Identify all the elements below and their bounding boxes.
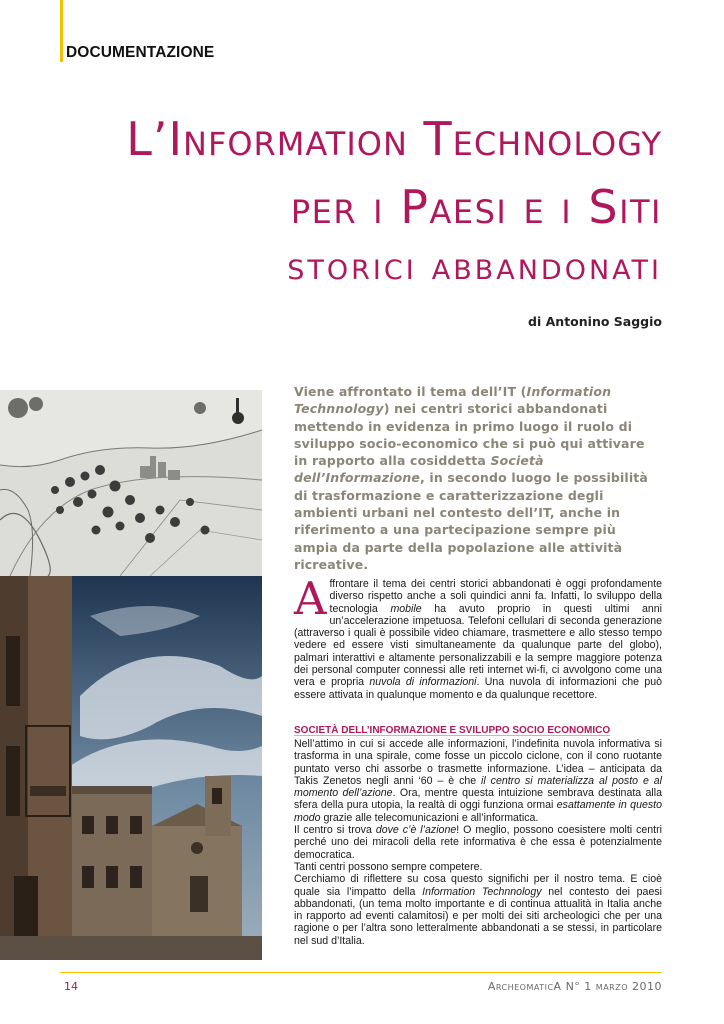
title-line-1: L’Information Technology — [126, 112, 662, 166]
body-paragraph-3: Il centro si trova dove c’è l’azione! O meglio, possono coesistere molti centri perché uno dei miracoli della rete informativa è che essa è potenzialmente democratica. — [294, 824, 663, 861]
footer-rule — [60, 972, 662, 973]
section-subheading: SOCIETÀ DELL’INFORMAZIONE E SVILUPPO SOCIO ECONOMICO — [294, 725, 611, 736]
body-paragraphs-2 — [294, 738, 662, 947]
body-paragraph-5: Cerchiamo di riflettere su cosa questo significhi per il nostro tema. E cioè quale sia l’impatto della Information Technnology nel contesto dei paesi abbandonati, (un tema molto importante e di continua attualità in Italia anche in rapporto ad eventi calamitosi) e per molti dei siti archeologici che per una ragione o per l’altra sono letteralmente abbandonati a se stessi, in particolare nel sud d’Italia. — [294, 873, 662, 947]
abstract: Viene affrontato il tema dell’IT (Information Technnology) nei centri storici abbandonati mettendo in evidenza in primo luogo il ruolo di sviluppo socio-economico che si può qui attivare in rapporto alla cosiddetta Società dell’Informazione, in secondo luogo le possibilità di trasformazione e caratterizzazione degli ambienti urbani nel contesto dell’IT, anche in riferimento a una partecipazione sempre più ampia da parte della popolazione alle attività ricreative. — [294, 384, 649, 572]
abandoned-village-photo — [0, 576, 262, 960]
title-line-3: storici abbandonati — [287, 244, 662, 288]
body-paragraph-1: Affrontare il tema dei centri storici abbandonati è oggi profondamente diverso rispetto anche a soli quindici anni fa. Infatti, lo sviluppo della tecnologia mobile ha avuto proprio in questi ultimi anni un’accelerazione impetuosa. Telefoni cellulari di seconda generazione (attraverso i quali è possibile video chiamare, trasmettere e allo stesso tempo vedere ed essere visti simultaneamente da qualunque parte del globo), palmari interattivi e altamente personalizzabili e la sempre maggiore potenza dei personal computer connessi alle reti internet wi-fi, ci avvolgono come una vera e propria nuvola di informazioni. Una nuvola di informazioni che può essere attivata in qualunque momento e da qualunque recettore. — [294, 572, 662, 701]
drop-cap: A — [294, 572, 327, 625]
page-number: 14 — [64, 980, 78, 993]
section-marker-bar — [60, 0, 63, 62]
historic-map-image — [0, 390, 262, 576]
section-label: DOCUMENTAZIONE — [66, 44, 215, 61]
body-paragraph-2: Nell’attimo in cui si accede alle informazioni, l’indefinita nuvola informativa si trasforma in una spirale, come fosse un piccolo ciclone, con il cono ruotante puntato verso chi assorbe o trasmette informazione. L’idea – anticipata da Takis Zenetos negli anni ‘60 – è che il centro si materializza al posto e al momento dell’azione. Ora, mentre questa intuizione sembrava destinata alla sfera della pura utopia, la realtà di oggi funziona ormai esattamente in questo modo grazie alle telecomunicazioni e all’informatica. — [294, 738, 662, 824]
journal-issue: ArcheomaticA N° 1 marzo 2010 — [487, 980, 662, 993]
body-paragraph-4: Tanti centri possono sempre competere. — [294, 860, 483, 873]
author-byline: di Antonino Saggio — [528, 314, 662, 329]
title-line-2: per i Paesi e i Siti — [290, 180, 662, 234]
